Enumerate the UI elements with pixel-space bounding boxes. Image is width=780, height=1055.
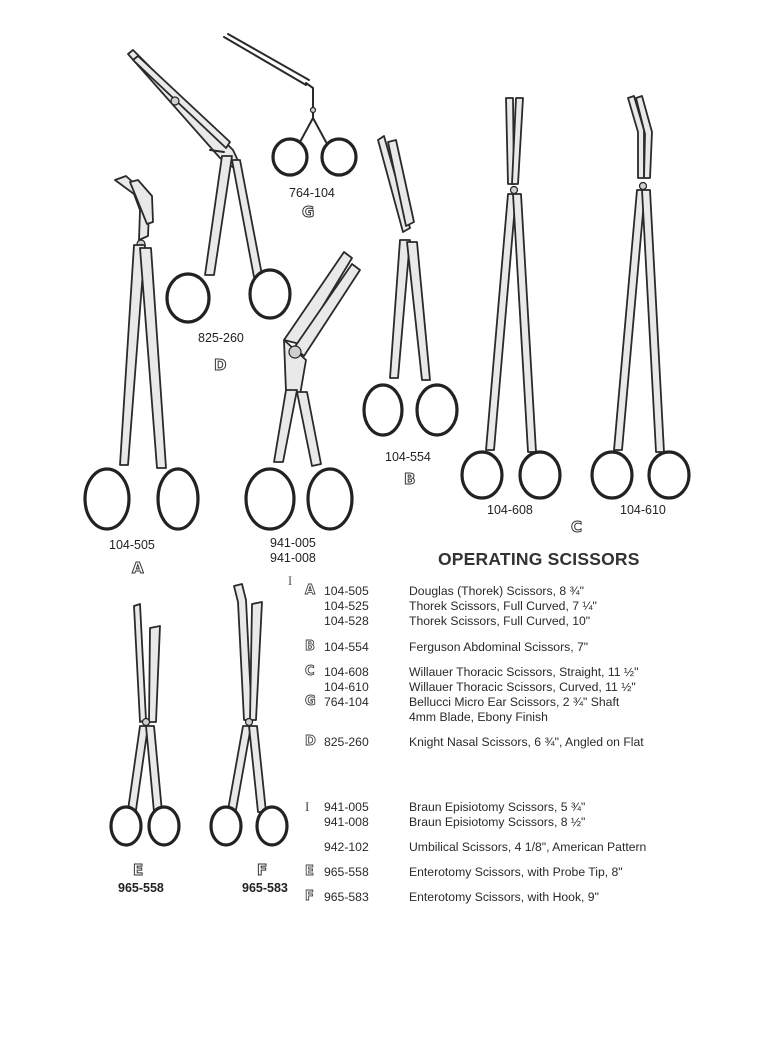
scissors-965-583-image (211, 584, 287, 845)
scissors-965-558-image (111, 604, 179, 845)
list-item-code: 104-528 (324, 614, 369, 628)
figure-label-764-104: 764-104 (289, 186, 335, 200)
list-item-code: 104-525 (324, 599, 369, 613)
figure-letter-d: D (214, 356, 227, 374)
list-item-code: 825-260 (324, 735, 369, 749)
scissors-104-554-image (364, 136, 457, 435)
figure-label-104-554: 104-554 (385, 450, 431, 464)
page-title: OPERATING SCISSORS (438, 549, 640, 569)
list-item-desc: Bellucci Micro Ear Scissors, 2 ¾" Shaft (409, 695, 620, 709)
list-item-tag: D (305, 734, 316, 749)
list-item-desc: Umbilical Scissors, 4 1/8", American Pattern (409, 840, 647, 854)
list-item-tag: A (305, 583, 316, 598)
list-item-tag: I (305, 799, 310, 814)
list-item-desc: Enterotomy Scissors, with Probe Tip, 8" (409, 865, 623, 879)
list-item-code: 104-505 (324, 584, 369, 598)
list-item-code: 965-583 (324, 890, 369, 904)
list-item-desc: Willauer Thoracic Scissors, Curved, 11 ½" (409, 680, 636, 694)
list-item-desc: Thorek Scissors, Full Curved, 10" (409, 614, 591, 628)
figure-letter-g: G (302, 203, 315, 221)
list-item-desc-line2: 4mm Blade, Ebony Finish (409, 710, 548, 724)
figure-label-825-260: 825-260 (198, 331, 244, 345)
figure-label-104-610: 104-610 (620, 503, 666, 517)
figure-letter-c: C (571, 518, 583, 536)
list-item-desc: Willauer Thoracic Scissors, Straight, 11 ½" (409, 665, 639, 679)
list-item-desc: Thorek Scissors, Full Curved, 7 ¼" (409, 599, 597, 613)
scissors-104-610-image (592, 96, 689, 498)
figure-label-104-608: 104-608 (487, 503, 533, 517)
list-item-code: 942-102 (324, 840, 369, 854)
scissors-764-104-image (224, 34, 356, 175)
figure-letter-i: I (288, 574, 293, 588)
list-item-tag: G (305, 694, 316, 709)
list-item-tag: F (305, 889, 314, 904)
list-item-tag: C (305, 664, 315, 679)
figure-letter-b: B (404, 470, 416, 488)
figure-label-941-008: 941-008 (270, 551, 316, 565)
list-item-code: 965-558 (324, 865, 369, 879)
figure-letter-f: F (257, 861, 268, 879)
scissors-104-608-image (462, 98, 560, 498)
figure-label-941-005: 941-005 (270, 536, 316, 550)
list-item-code: 941-005 (324, 800, 369, 814)
list-item-desc: Braun Episiotomy Scissors, 5 ¾" (409, 800, 586, 814)
figure-label-965-558: 965-558 (118, 881, 164, 895)
list-item-tag: E (305, 864, 314, 879)
figure-letter-a: A (132, 559, 144, 577)
list-item-desc: Douglas (Thorek) Scissors, 8 ¾" (409, 584, 585, 598)
list-item-code: 104-608 (324, 665, 369, 679)
figure-label-965-583: 965-583 (242, 881, 288, 895)
scissors-104-505-image (85, 176, 198, 529)
list-item-code: 764-104 (324, 695, 369, 709)
list-item-desc: Braun Episiotomy Scissors, 8 ½" (409, 815, 586, 829)
list-item-code: 104-610 (324, 680, 369, 694)
list-item-code: 104-554 (324, 640, 369, 654)
list-item-tag: B (305, 639, 315, 654)
list-item-desc: Enterotomy Scissors, with Hook, 9" (409, 890, 599, 904)
list-item-desc: Knight Nasal Scissors, 6 ¾", Angled on Flat (409, 735, 644, 749)
figure-label-104-505: 104-505 (109, 538, 155, 552)
list-item-code: 941-008 (324, 815, 369, 829)
figure-letter-e: E (133, 861, 144, 879)
list-item-desc: Ferguson Abdominal Scissors, 7" (409, 640, 589, 654)
